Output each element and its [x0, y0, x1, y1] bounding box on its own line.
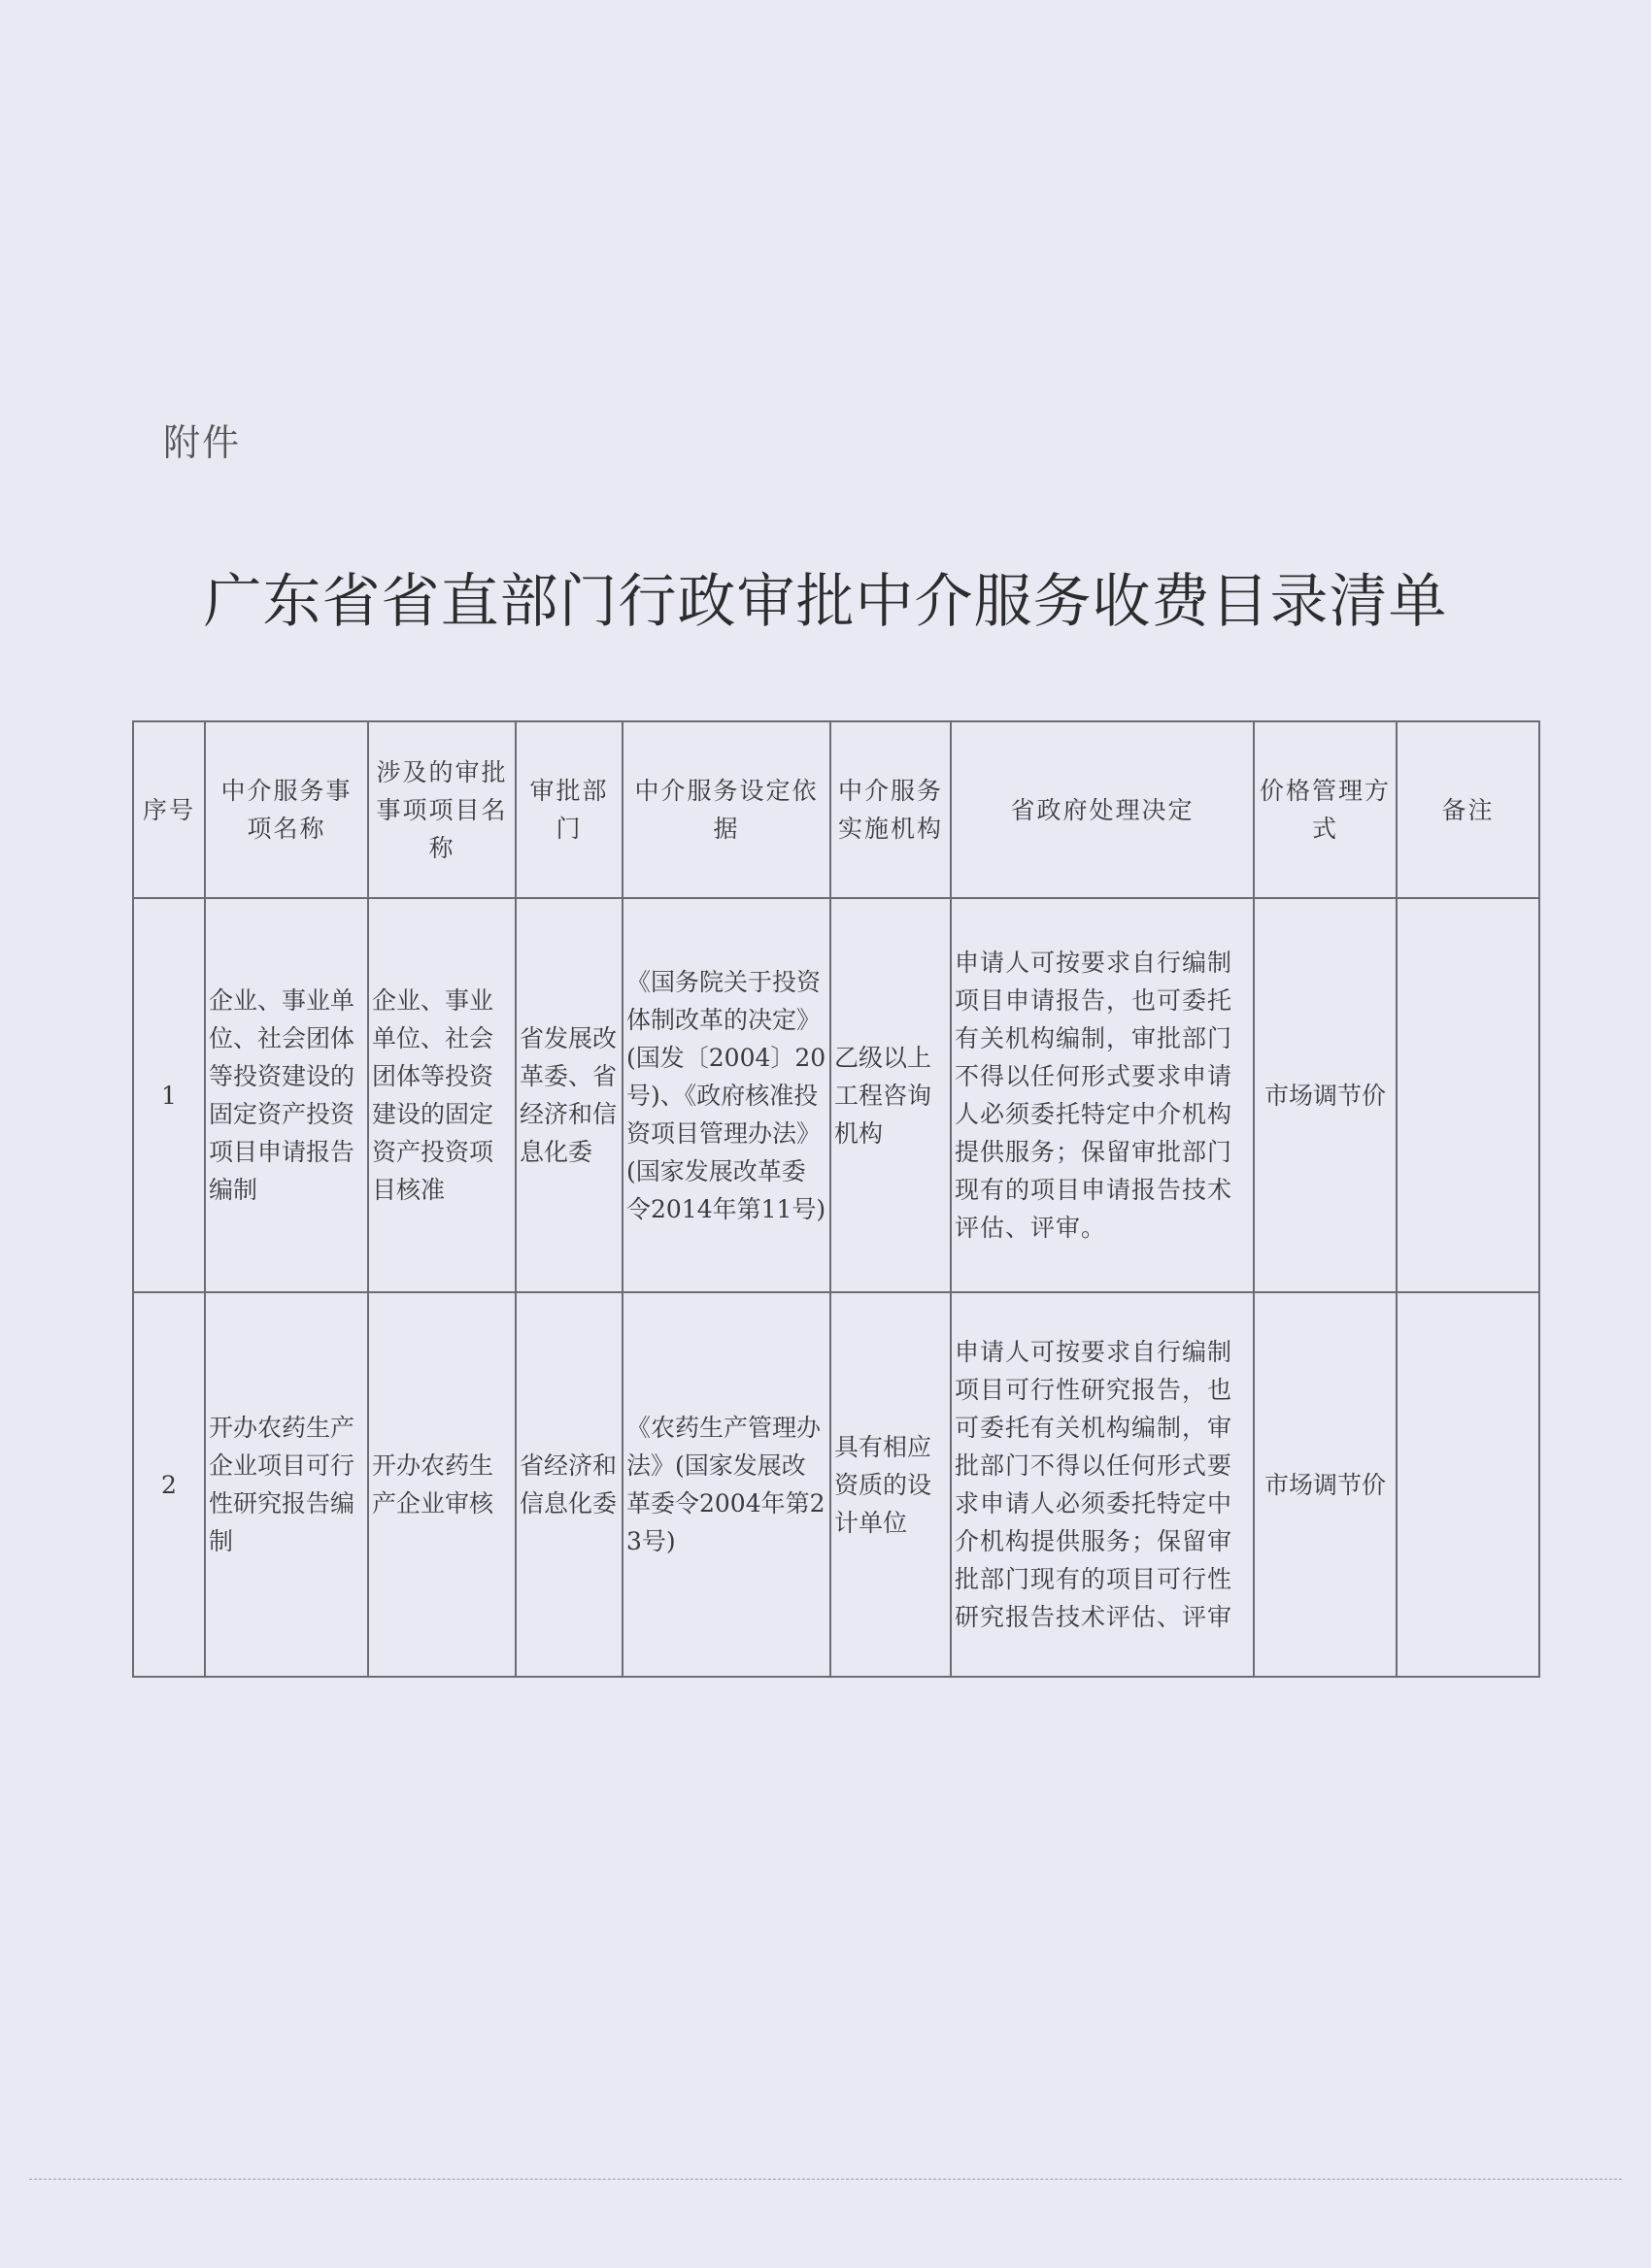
cell-agency: 具有相应资质的设计单位 — [830, 1292, 951, 1677]
cell-decision: 申请人可按要求自行编制项目申请报告，也可委托有关机构编制，审批部门不得以任何形式要求申请人必须委托特定中介机构提供服务；保留审批部门现有的项目申请报告技术评估、评审。 — [951, 898, 1254, 1292]
document-title: 广东省省直部门行政审批中介服务收费目录清单 — [203, 568, 1448, 636]
cell-department: 省发展改革委、省经济和信息化委 — [516, 898, 623, 1292]
fee-catalog-table — [132, 720, 1540, 1678]
table-row — [133, 898, 1539, 1292]
cell-no: 2 — [133, 1292, 205, 1677]
header-decision: 省政府处理决定 — [951, 721, 1254, 898]
header-remarks: 备注 — [1397, 721, 1539, 898]
header-price-mode: 价格管理方式 — [1254, 721, 1397, 898]
header-no: 序号 — [133, 721, 205, 898]
attachment-label: 附件 — [163, 421, 242, 464]
cell-price-mode: 市场调节价 — [1254, 1292, 1397, 1677]
header-department: 审批部门 — [516, 721, 623, 898]
cell-department: 省经济和信息化委 — [516, 1292, 623, 1677]
cell-decision: 申请人可按要求自行编制项目可行性研究报告，也可委托有关机构编制，审批部门不得以任何形式要求申请人必须委托特定中介机构提供服务；保留审批部门现有的项目可行性研究报告技术评估、评审 — [951, 1292, 1254, 1677]
table-header-row — [133, 721, 1539, 898]
cell-remarks — [1397, 898, 1539, 1292]
header-agency: 中介服务实施机构 — [830, 721, 951, 898]
cell-service-name: 开办农药生产企业项目可行性研究报告编制 — [205, 1292, 368, 1677]
scan-edge-divider — [29, 2179, 1622, 2180]
cell-remarks — [1397, 1292, 1539, 1677]
cell-approval-item: 开办农药生产企业审核 — [368, 1292, 516, 1677]
cell-basis: 《国务院关于投资体制改革的决定》(国发〔2004〕20号)、《政府核准投资项目管理办法》(国家发展改革委令2014年第11号) — [623, 898, 830, 1292]
cell-approval-item: 企业、事业单位、社会团体等投资建设的固定资产投资项目核准 — [368, 898, 516, 1292]
cell-basis: 《农药生产管理办法》(国家发展改革委令2004年第23号) — [623, 1292, 830, 1677]
cell-price-mode: 市场调节价 — [1254, 898, 1397, 1292]
table-row — [133, 1292, 1539, 1677]
header-service-name: 中介服务事项名称 — [205, 721, 368, 898]
header-basis: 中介服务设定依据 — [623, 721, 830, 898]
header-approval-item: 涉及的审批事项项目名称 — [368, 721, 516, 898]
cell-no: 1 — [133, 898, 205, 1292]
cell-agency: 乙级以上工程咨询机构 — [830, 898, 951, 1292]
cell-service-name: 企业、事业单位、社会团体等投资建设的固定资产投资项目申请报告编制 — [205, 898, 368, 1292]
